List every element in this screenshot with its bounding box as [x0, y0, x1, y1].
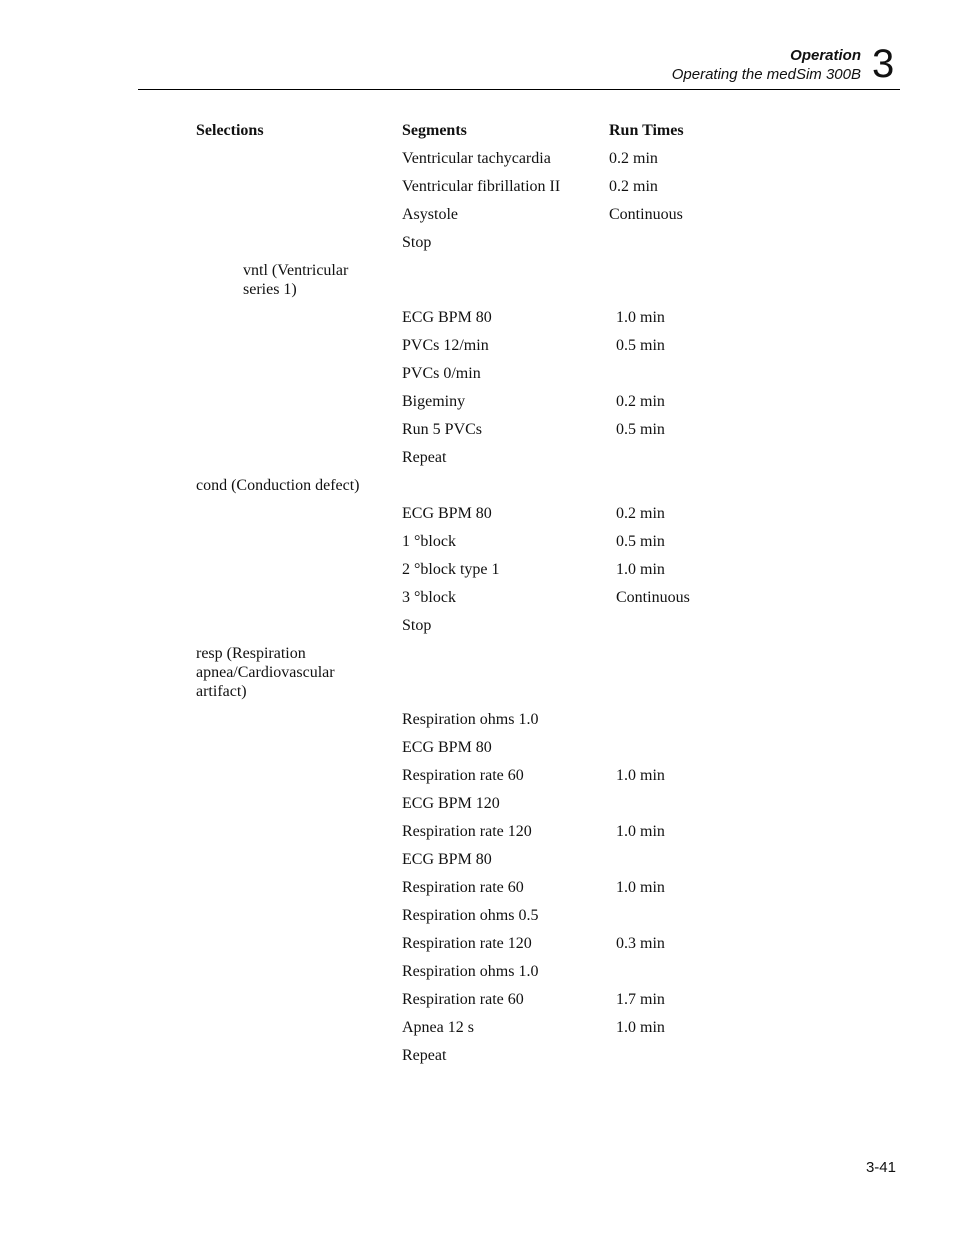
segment-cell: Asystole — [402, 206, 458, 223]
segment-cell: 2 °block type 1 — [402, 561, 500, 578]
segment-cell: Stop — [402, 617, 432, 634]
segment-cell: Respiration ohms 0.5 — [402, 907, 539, 924]
run-time-cell: 0.5 min — [616, 337, 665, 354]
segment-cell: Respiration rate 60 — [402, 991, 524, 1008]
section-title: Operating the medSim 300B — [671, 66, 861, 83]
chapter-title: Operation — [790, 47, 861, 64]
segment-cell: 3 °block — [402, 589, 456, 606]
segment-cell: Ventricular tachycardia — [402, 150, 551, 167]
segment-cell: Respiration ohms 1.0 — [402, 711, 539, 728]
segment-cell: Repeat — [402, 449, 447, 466]
selection-cell: resp (Respiration apnea/Cardiovascular artifact) — [196, 645, 335, 700]
segment-cell: ECG BPM 120 — [402, 795, 500, 812]
run-time-cell: 1.0 min — [616, 1019, 665, 1036]
segment-cell: Repeat — [402, 1047, 447, 1064]
segment-cell: 1 °block — [402, 533, 456, 550]
run-time-cell: 0.2 min — [616, 393, 665, 410]
segment-cell: Respiration rate 120 — [402, 823, 532, 840]
segment-cell: PVCs 12/min — [402, 337, 489, 354]
segment-cell: Respiration rate 60 — [402, 879, 524, 896]
run-time-cell: 1.7 min — [616, 991, 665, 1008]
segment-cell: Respiration rate 60 — [402, 767, 524, 784]
segment-cell: Apnea 12 s — [402, 1019, 474, 1036]
run-time-cell: 0.5 min — [616, 421, 665, 438]
column-header-selections: Selections — [196, 122, 264, 139]
segment-cell: Respiration ohms 1.0 — [402, 963, 539, 980]
run-time-cell: 1.0 min — [616, 309, 665, 326]
column-header-segments: Segments — [402, 122, 467, 139]
run-time-cell: 1.0 min — [616, 879, 665, 896]
segment-cell: ECG BPM 80 — [402, 851, 492, 868]
segment-cell: Respiration rate 120 — [402, 935, 532, 952]
run-time-cell: 0.2 min — [616, 505, 665, 522]
segment-cell: Stop — [402, 234, 432, 251]
segment-cell: Run 5 PVCs — [402, 421, 483, 438]
chapter-number: 3 — [872, 42, 895, 86]
segment-cell: Bigeminy — [402, 393, 466, 410]
run-time-cell: Continuous — [609, 206, 683, 223]
column-header-run-times: Run Times — [609, 122, 684, 139]
segment-cell: ECG BPM 80 — [402, 309, 492, 326]
segment-cell: ECG BPM 80 — [402, 739, 492, 756]
run-time-cell: 1.0 min — [616, 767, 665, 784]
selection-cell: cond (Conduction defect) — [196, 477, 360, 494]
run-time-cell: 1.0 min — [616, 823, 665, 840]
page-number: 3-41 — [865, 1159, 896, 1176]
run-time-cell: 1.0 min — [616, 561, 665, 578]
run-time-cell: 0.5 min — [616, 533, 665, 550]
segment-cell: PVCs 0/min — [402, 365, 481, 382]
selection-cell: vntl (Ventricular series 1) — [243, 262, 349, 298]
run-time-cell: 0.2 min — [609, 150, 658, 167]
run-time-cell: 0.3 min — [616, 935, 665, 952]
segment-cell: ECG BPM 80 — [402, 505, 492, 522]
run-time-cell: 0.2 min — [609, 178, 658, 195]
segment-cell: Ventricular fibrillation II — [402, 178, 561, 195]
run-time-cell: Continuous — [616, 589, 690, 606]
